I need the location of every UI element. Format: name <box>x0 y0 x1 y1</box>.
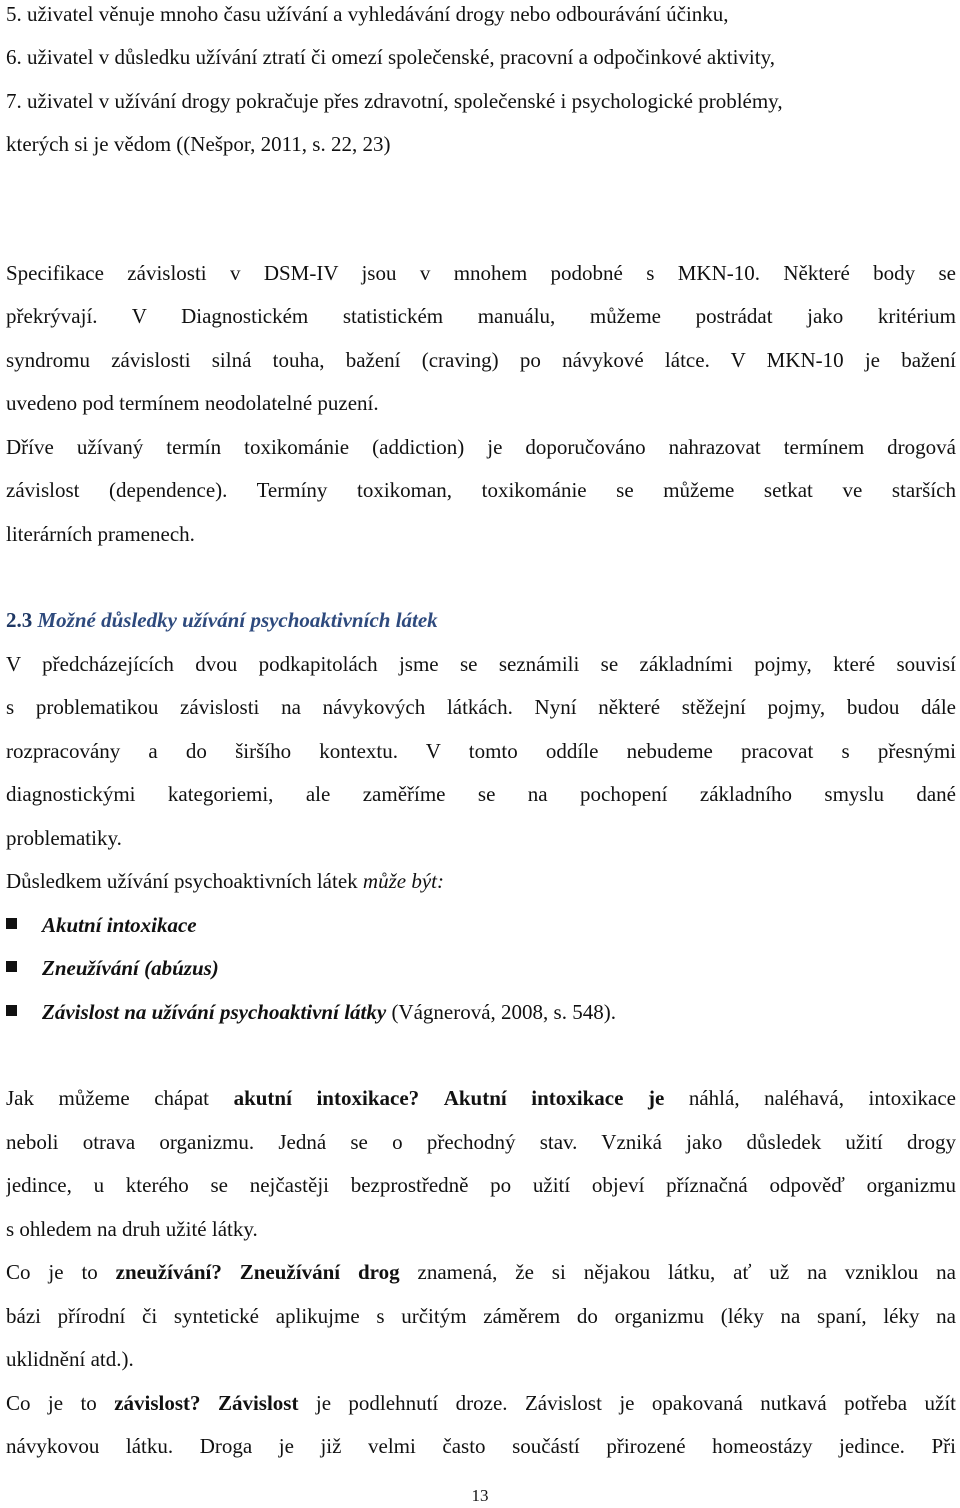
paragraph-intro-line: problematiky. <box>6 826 122 850</box>
text-run: znamená, že si nějakou látku, ať už na vzniklou na <box>399 1260 956 1284</box>
consequences-lead <box>6 868 956 894</box>
square-bullet-icon <box>6 961 17 972</box>
bullet-item-label: Zneužívání (abúzus) <box>42 956 219 980</box>
text-run: je podlehnutí droze. Závislost je opakovaná nutkavá potřeba užít <box>298 1391 956 1415</box>
paragraph-addiction-line: Dříve užívaný termín toxikománie (addiction) je doporučováno nahrazovat termínem drogová <box>6 435 956 459</box>
list-item-7-continuation: kterých si je vědom ((Nešpor, 2011, s. 22, 23) <box>6 132 391 156</box>
bold-term: závislost? <box>114 1391 201 1415</box>
list-item-5: 5. uživatel věnuje mnoho času užívání a vyhledávání drogy nebo odbourávání účinku, <box>6 2 729 26</box>
text-run: Co je to <box>6 1260 116 1284</box>
section-heading <box>6 607 956 633</box>
paragraph-dsm-line: překrývají. V Diagnostickém statistickém manuálu, můžeme postrádat jako kritérium <box>6 304 956 328</box>
bullet-item <box>42 912 956 938</box>
bold-term: Zneužívání drog <box>239 1260 400 1284</box>
consequences-lead-emphasis: může být: <box>362 869 444 893</box>
bold-term: akutní intoxikace? <box>233 1086 420 1110</box>
bullet-item-label: Akutní intoxikace <box>42 913 197 937</box>
bullet-item-label: Závislost na užívání psychoaktivní látky <box>42 1000 387 1024</box>
text-run <box>419 1086 444 1110</box>
bullet-item-citation: (Vágnerová, 2008, s. 548). <box>386 1000 616 1024</box>
paragraph-dependence-line <box>6 1390 956 1416</box>
paragraph-intro-line: rozpracovány a do širšího kontextu. V tomto oddíle nebudeme pracovat s přesnými <box>6 739 956 763</box>
paragraph-intoxication-line: jedince, u kterého se nejčastěji bezprostředně po užití objeví příznačná odpověď organizmu <box>6 1173 956 1197</box>
bold-term: zneužívání? <box>115 1260 222 1284</box>
section-title: Možné důsledky užívání psychoaktivních látek <box>37 608 438 632</box>
list-item-7: 7. uživatel v užívání drogy pokračuje přes zdravotní, společenské i psychologické problémy, <box>6 89 783 113</box>
paragraph-addiction-line: závislost (dependence). Termíny toxikoman, toxikománie se můžeme setkat ve starších <box>6 478 956 502</box>
bullet-item <box>42 999 956 1025</box>
paragraph-abuse-line: bázi přírodní či syntetické aplikujme s určitým záměrem do organizmu (léky na spaní, léky na <box>6 1304 956 1328</box>
page-number: 13 <box>471 1486 489 1505</box>
list-item-6: 6. uživatel v důsledku užívání ztratí či omezí společenské, pracovní a odpočinkové aktivity, <box>6 45 775 69</box>
square-bullet-icon <box>6 1005 17 1016</box>
paragraph-intoxication-line: s ohledem na druh užité látky. <box>6 1217 258 1241</box>
paragraph-dependence-line: návykovou látku. Droga je již velmi často součástí přirozené homeostázy jedince. Při <box>6 1434 956 1458</box>
paragraph-dsm-line: syndromu závislosti silná touha, bažení (craving) po návykové látce. V MKN-10 je bažení <box>6 348 956 372</box>
paragraph-dsm-line: Specifikace závislosti v DSM-IV jsou v mnohem podobné s MKN-10. Některé body se <box>6 261 956 285</box>
paragraph-dsm-line: uvedeno pod termínem neodolatelné puzení. <box>6 391 379 415</box>
square-bullet-icon <box>6 918 17 929</box>
bold-term: Akutní intoxikace je <box>443 1086 665 1110</box>
paragraph-intro-line: V předcházejících dvou podkapitolách jsme se seznámili se základními pojmy, které souvisí <box>6 652 956 676</box>
text-run <box>222 1260 240 1284</box>
text-run <box>201 1391 218 1415</box>
paragraph-abuse-line <box>6 1259 956 1285</box>
text-run: Co je to <box>6 1391 115 1415</box>
bold-term: Závislost <box>217 1391 299 1415</box>
section-number: 2.3 <box>6 608 33 632</box>
paragraph-addiction-line: literárních pramenech. <box>6 522 195 546</box>
paragraph-abuse-line: uklidnění atd.). <box>6 1347 134 1371</box>
paragraph-intoxication-line <box>6 1085 956 1111</box>
paragraph-intoxication-line: neboli otrava organizmu. Jedná se o přechodný stav. Vzniká jako důsledek užití drogy <box>6 1130 956 1154</box>
bullet-item <box>42 955 956 981</box>
paragraph-intro-line: diagnostickými kategoriemi, ale zaměříme se na pochopení základního smyslu dané <box>6 782 956 806</box>
paragraph-intro-line: s problematikou závislosti na návykových látkách. Nyní některé stěžejní pojmy, budou dále <box>6 695 956 719</box>
text-run: náhlá, naléhavá, intoxikace <box>664 1086 956 1110</box>
text-run: Jak můžeme chápat <box>6 1086 234 1110</box>
consequences-lead-text: Důsledkem užívání psychoaktivních látek <box>6 869 363 893</box>
